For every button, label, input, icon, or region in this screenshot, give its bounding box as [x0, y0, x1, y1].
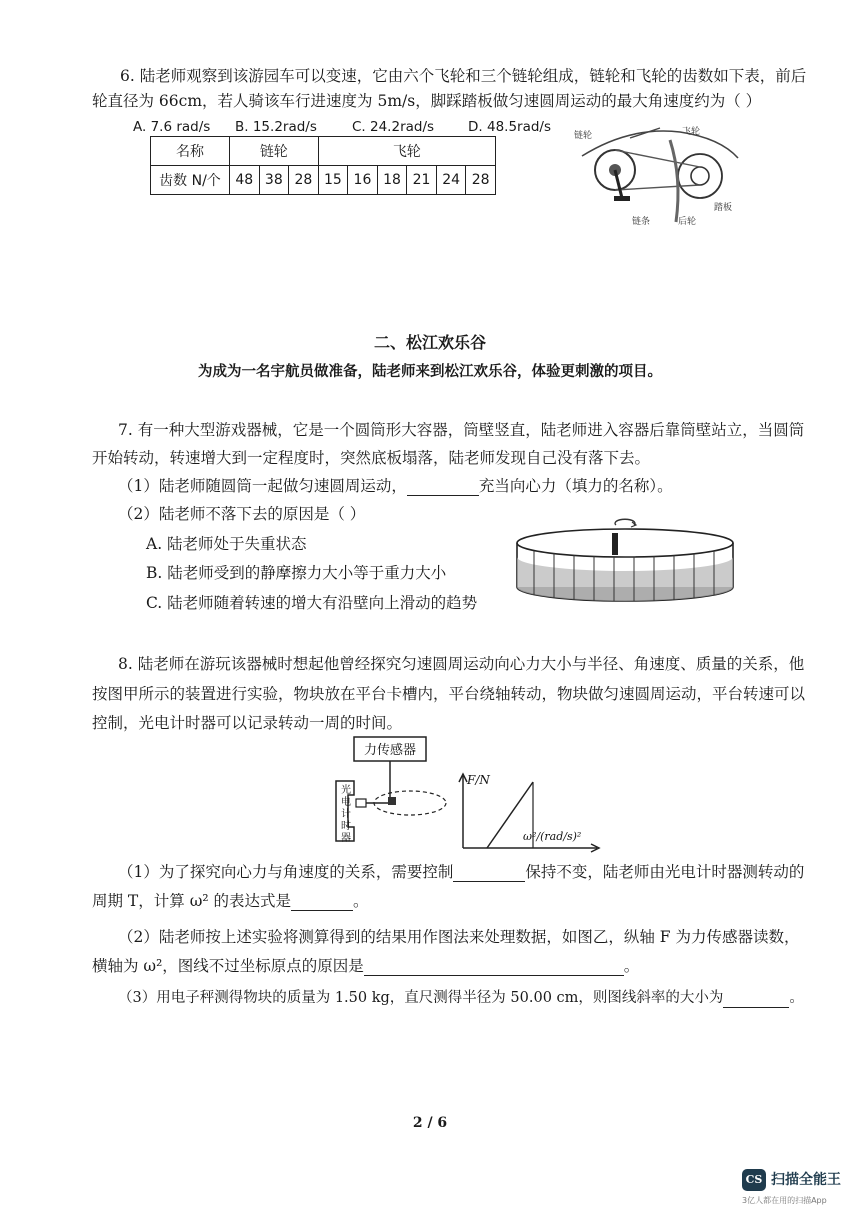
q8-s2-l2-suffix: 。: [623, 957, 640, 975]
q8-s1-suffix: 保持不变，陆老师由光电计时器测转动的: [525, 863, 805, 881]
q6-line2: 轮直径为 66cm，若人骑该车行进速度为 5m/s，脚踩踏板做匀速圆周运动的最大角速度约为（ ）: [92, 92, 762, 110]
q8-slope-answer-blank[interactable]: [723, 1007, 789, 1008]
table-cell: 21: [407, 166, 437, 195]
graph-x-label: ω²/(rad/s)²: [523, 830, 582, 843]
table-cell: 16: [348, 166, 378, 195]
q8-line1: 8. 陆老师在游玩该器械时想起他曾经探究匀速圆周运动向心力大小与半径、角速度、质量的关系，他: [118, 655, 805, 673]
q7-line2: 开始转动，转速增大到一定程度时，突然底板塌落，陆老师发现自己没有落下去。: [92, 449, 651, 467]
q8-controlled-variable-blank[interactable]: [453, 881, 525, 882]
figure-label-chain: 链条: [632, 217, 651, 227]
figure-label-rear-wheel: 后轮: [678, 217, 697, 227]
q6-option-a: A. 7.6 rad/s: [133, 119, 211, 135]
q7-option-a: A. 陆老师处于失重状态: [146, 535, 307, 553]
table-cell: 28: [289, 166, 319, 195]
q6-option-d: D. 48.5rad/s: [468, 119, 552, 135]
timer-label-char: 时: [341, 821, 351, 832]
table-header-flywheel: 飞轮: [318, 137, 495, 166]
q8-s1-line2: [92, 891, 369, 911]
table-cell: 18: [377, 166, 407, 195]
q7-option-c: C. 陆老师随着转速的增大有沿壁向上滑动的趋势: [146, 594, 478, 612]
q8-s1-line1: [118, 862, 804, 882]
table-header-chainring: 链轮: [230, 137, 319, 166]
q8-s3-suffix: 。: [789, 990, 804, 1006]
table-cell: 38: [259, 166, 289, 195]
timer-label-char: 电: [341, 797, 351, 808]
graph-y-label: F/N: [467, 773, 490, 787]
force-omega-graph: [455, 768, 605, 858]
q7-sub2: （2）陆老师不落下去的原因是（ ）: [118, 505, 366, 523]
brand-tagline: 3亿人都在用的扫描App: [742, 1196, 827, 1205]
q8-s2-line1: （2）陆老师按上述实验将测算得到的结果用作图法来处理数据，如图乙，纵轴 F 为力传感器读数，: [118, 928, 800, 946]
section-intro: 为成为一名宇航员做准备，陆老师来到松江欢乐谷，体验更刺激的项目。: [198, 363, 662, 380]
q7-sub1-prefix: （1）陆老师随圆筒一起做匀速圆周运动，: [118, 477, 407, 495]
q7-line1: 7. 有一种大型游戏器械，它是一个圆筒形大容器，筒壁竖直，陆老师进入容器后靠筒壁站立，当圆筒: [118, 421, 805, 439]
table-header-name: 名称: [151, 137, 230, 166]
timer-label-char: 光: [341, 785, 351, 796]
force-sensor-label: 力传感器: [363, 743, 417, 758]
camscanner-logo-icon: CS: [742, 1169, 766, 1191]
q7-force-answer-blank[interactable]: [407, 495, 479, 496]
q8-s1-l2-suffix: 。: [352, 892, 369, 910]
table-cell: 15: [318, 166, 348, 195]
q6-line1: 6. 陆老师观察到该游园车可以变速，它由六个飞轮和三个链轮组成，链轮和飞轮的齿数如下表，前后: [120, 67, 807, 85]
table-row-label: 齿数 N/个: [151, 166, 230, 195]
q8-omega-expression-blank[interactable]: [291, 910, 353, 911]
q7-sub1-suffix: 充当向心力（填力的名称）。: [478, 477, 673, 495]
table-row: [151, 166, 496, 195]
table-cell: 28: [466, 166, 496, 195]
brand-name: 扫描全能王: [771, 1172, 841, 1188]
q8-line3: 控制，光电计时器可以记录转动一周的时间。: [92, 714, 403, 732]
q8-line2: 按图甲所示的装置进行实验，物块放在平台卡槽内，平台绕轴转动，物块做匀速圆周运动，平台转速可以: [92, 685, 806, 703]
figure-label-pedal: 踏板: [714, 203, 733, 213]
q6-option-b: B. 15.2rad/s: [235, 119, 317, 135]
q8-s1-prefix: （1）为了探究向心力与角速度的关系，需要控制: [118, 863, 454, 881]
q8-origin-reason-blank[interactable]: [364, 975, 624, 976]
timer-label-char: 计: [341, 809, 351, 820]
q8-s1-l2-prefix: 周期 T，计算 ω² 的表达式是: [92, 892, 291, 910]
gear-teeth-table: [150, 136, 496, 195]
q7-option-b: B. 陆老师受到的静摩擦力大小等于重力大小: [146, 564, 447, 582]
figure-label-flywheel: 飞轮: [682, 127, 701, 137]
q8-s3-prefix: （3）用电子秤测得物块的质量为 1.50 kg，直尺测得半径为 50.00 cm，则图线斜率的大小为: [118, 990, 724, 1006]
q8-s3: [118, 988, 804, 1008]
table-row: [151, 137, 496, 166]
q8-s2-line2: [92, 956, 639, 976]
rotating-cylinder-figure: [512, 513, 738, 617]
apparatus-figure: [330, 733, 450, 853]
q6-option-c: C. 24.2rad/s: [352, 119, 435, 135]
page-number: 2 / 6: [412, 1115, 448, 1131]
table-cell: 48: [230, 166, 260, 195]
bicycle-drivetrain-figure: [560, 118, 750, 228]
q8-s2-l2-prefix: 横轴为 ω²，图线不过坐标原点的原因是: [92, 957, 364, 975]
section-title: 二、松江欢乐谷: [373, 333, 486, 352]
q7-sub1: [118, 476, 673, 496]
table-cell: 24: [436, 166, 466, 195]
figure-label-chainring: 链轮: [574, 131, 593, 141]
timer-label-char: 器: [341, 833, 351, 844]
